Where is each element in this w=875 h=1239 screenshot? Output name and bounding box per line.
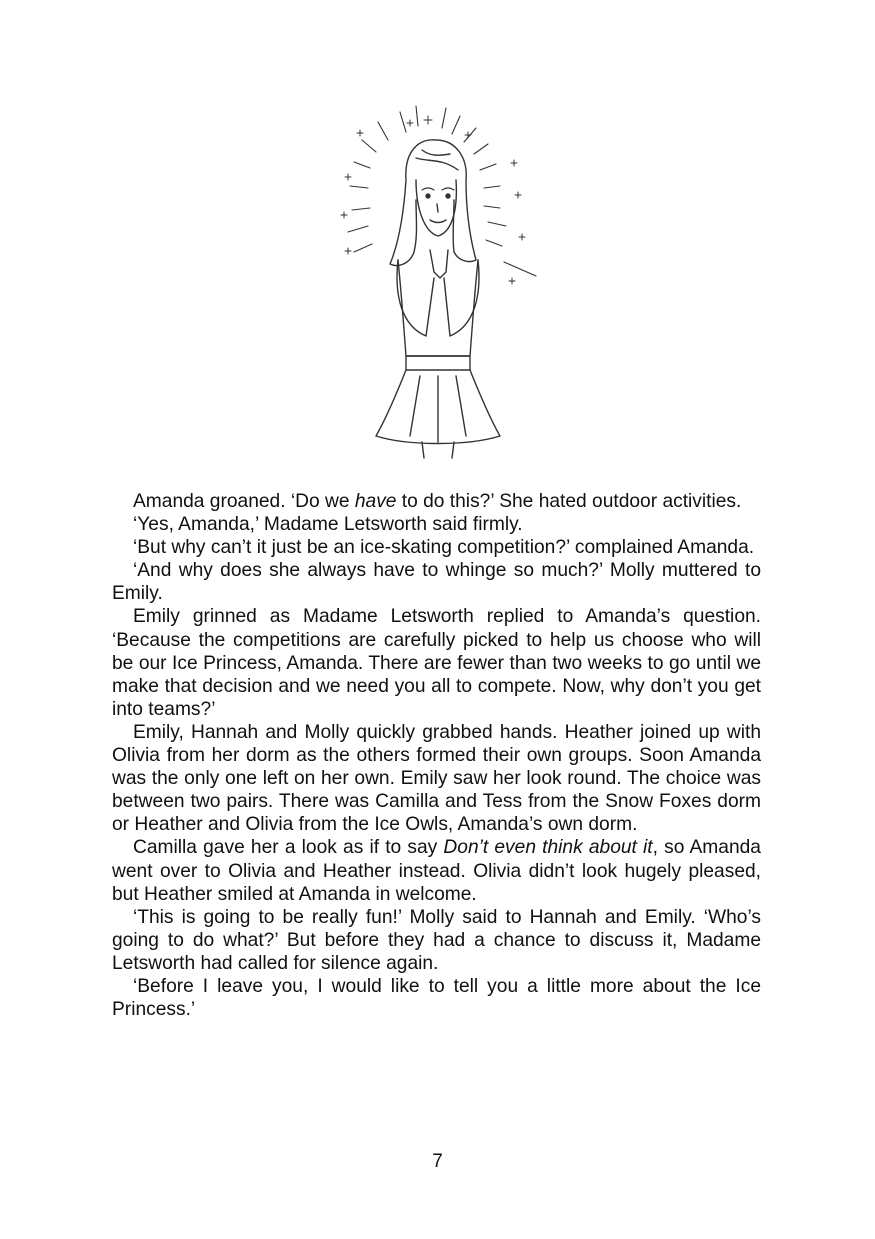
girl-illustration <box>318 100 548 460</box>
paragraph: Emily, Hannah and Molly quickly grabbed hands. Heather joined up with Olivia from her dorm as the others formed their own groups. Soon Amanda was the only one left on her own. Emily saw her look round. The choice was between two pairs. There was Camilla and Tess from the Snow Foxes dorm or Heather and Olivia from the Ice Owls, Amanda’s own dorm. <box>112 721 761 836</box>
paragraph: Camilla gave her a look as if to say Don’t even think about it, so Amanda went over to Olivia and Heather instead. Olivia didn’t look hugely pleased, but Heather smiled at Amanda in welcome. <box>112 837 761 905</box>
legs <box>422 442 454 458</box>
waistband <box>406 356 470 370</box>
paragraph: ‘And why does she always have to whinge so much?’ Molly muttered to Emily. <box>112 560 761 605</box>
torso <box>398 260 478 356</box>
page-number: 7 <box>432 1151 443 1172</box>
hands <box>430 250 448 278</box>
sparkle-rays <box>348 106 536 276</box>
paragraph: ‘Before I leave you, I would like to tell you a little more about the Ice Princess.’ <box>112 975 761 1021</box>
paragraph: ‘Yes, Amanda,’ Madame Letsworth said firmly. <box>133 514 523 536</box>
paragraph: Amanda groaned. ‘Do we have to do this?’ She hated outdoor activities. <box>133 491 742 512</box>
hair <box>390 140 476 266</box>
sparkle-stars <box>341 116 525 284</box>
paragraph: Emily grinned as Madame Letsworth replied to Amanda’s question. ‘Because the competitions are carefully picked to help us choose who will be our Ice Princess, Amanda. There are fewer than two weeks to go until we make that decision and we need you all to compete. Now, why don’t you get into teams?’ <box>112 606 761 720</box>
paragraph: ‘This is going to be really fun!’ Molly said to Hannah and Emily. ‘Who’s going to do what?’ But before they had a chance to discuss it, Madame Letsworth had called for silence again. <box>112 906 761 974</box>
paragraph: ‘But why can’t it just be an ice-skating competition?’ complained Amanda. <box>133 537 755 559</box>
story-text <box>112 490 761 1021</box>
